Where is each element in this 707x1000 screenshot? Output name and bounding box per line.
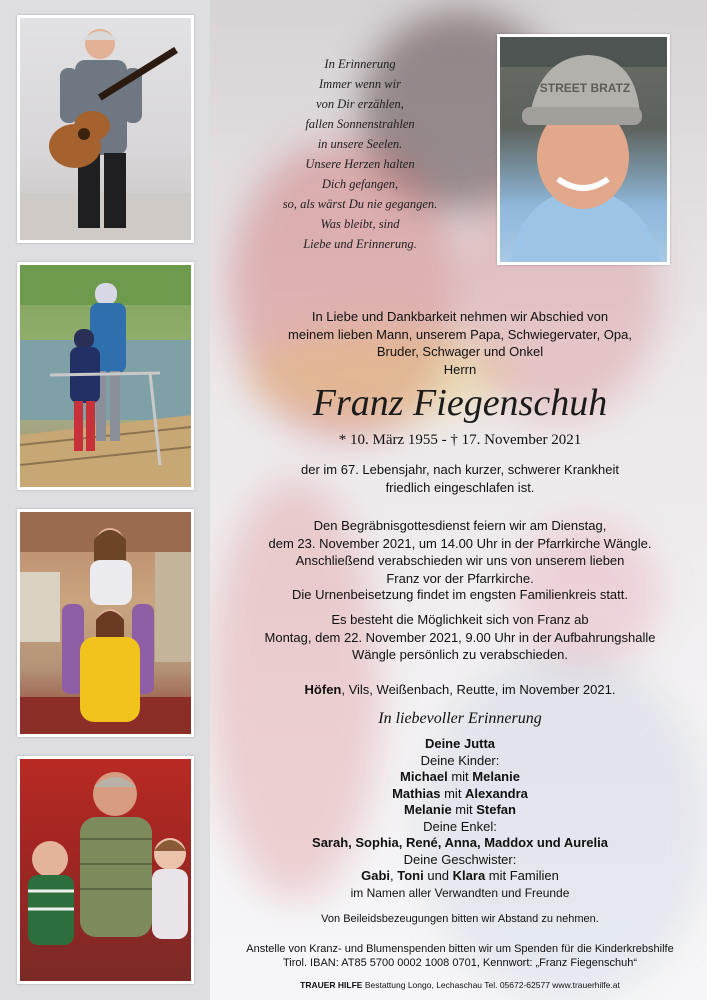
poem-line: In Erinnerung: [324, 57, 396, 71]
poem-line: Liebe und Erinnerung.: [303, 237, 417, 251]
grandchildren-names: Sarah, Sophia, René, Anna, Maddox und Aurelia: [312, 835, 608, 850]
photo-man-with-guitar: [17, 15, 194, 243]
funeral-service-info: [225, 517, 695, 587]
viewing-line: Wängle persönlich zu verabschieden.: [351, 647, 569, 662]
deceased-name: Franz Fiegenschuh: [312, 382, 608, 424]
memory-heading: In liebevoller Erinnerung: [378, 710, 542, 727]
intro-line: Bruder, Schwager und Onkel: [376, 344, 544, 359]
intro-line: In Liebe und Dankbarkeit nehmen wir Abschied von: [311, 309, 609, 324]
intro-line: Herrn: [443, 361, 477, 377]
children-label: Deine Kinder:: [420, 752, 500, 768]
wife-name: Deine Jutta: [424, 736, 496, 751]
funeral-line: Franz vor der Pfarrkirche.: [386, 570, 534, 586]
farewell-intro: [225, 308, 695, 378]
intro-line: meinem lieben Mann, unserem Papa, Schwiegervater, Opa,: [288, 326, 632, 342]
photo-grandpa-with-kids: [17, 756, 194, 984]
memorial-poem: [240, 54, 480, 254]
viewing-line: Montag, dem 22. November 2021, 9.00 Uhr in der Aufbahrungshalle: [264, 629, 656, 645]
place-and-date: [225, 681, 695, 699]
funeral-line: dem 23. November 2021, um 14.00 Uhr in der Pfarrkirche Wängle.: [268, 535, 652, 551]
siblings-label: Deine Geschwister:: [403, 851, 517, 867]
child-entry: Mathias mit Alexandra: [392, 785, 528, 801]
child-entry: Michael mit Melanie: [400, 769, 520, 784]
place-highlight: Höfen: [304, 682, 342, 697]
photo-children-on-pier: [17, 262, 194, 490]
funeral-line: Anschließend verabschieden wir uns von unserem lieben: [295, 553, 625, 568]
child-entry: Melanie mit Stefan: [404, 802, 516, 817]
condolence-note: [225, 912, 695, 926]
poem-line: fallen Sonnenstrahlen: [305, 117, 415, 131]
poem-line: Was bleibt, sind: [320, 217, 400, 231]
brand-name: TRAUER HILFE: [300, 980, 363, 990]
relatives-line: im Namen aller Verwandten und Freunde: [350, 885, 570, 900]
donation-line: Tirol. IBAN: AT85 5700 0002 1008 0701, Kennwort: „Franz Fiegenschuh“: [282, 957, 638, 969]
viewing-line: Es besteht die Möglichkeit sich von Franz ab: [331, 612, 589, 627]
poem-line: Dich gefangen,: [321, 177, 399, 191]
passing-line: der im 67. Lebensjahr, nach kurzer, schwerer Krankheit: [301, 462, 619, 477]
viewing-info: [225, 611, 695, 664]
passing-note: [225, 461, 695, 496]
footer-text: Bestattung Longo, Lechaschau Tel. 05672-62577 www.trauerhilfe.at: [362, 980, 620, 990]
photo-portrait-with-cap: [497, 34, 670, 265]
poem-line: Immer wenn wir: [319, 77, 401, 91]
poem-line: in unsere Seelen.: [317, 137, 403, 151]
siblings-names: Gabi, Toni und Klara mit Familien: [361, 868, 559, 883]
poem-line: von Dir erzählen,: [316, 97, 404, 111]
place-rest: , Vils, Weißenbach, Reutte, im November 2021.: [341, 682, 616, 697]
passing-line: friedlich eingeschlafen ist.: [385, 479, 535, 495]
urn-line: Die Urnenbeisetzung findet im engsten Familienkreis statt.: [292, 587, 628, 602]
donation-note: [225, 942, 695, 970]
donation-line: Anstelle von Kranz- und Blumenspenden bitten wir um Spenden für die Kinderkrebshilfe: [246, 943, 674, 955]
life-dates: * 10. März 1955 - † 17. November 2021: [338, 432, 582, 448]
cap-logo-text: STREET BRATZ: [539, 81, 631, 95]
urn-burial-info: [225, 586, 695, 604]
poem-line: so, als wärst Du nie gegangen.: [282, 197, 438, 211]
family-list: [225, 736, 695, 901]
funeral-home-footer: [225, 980, 695, 991]
poem-line: Unsere Herzen halten: [305, 157, 415, 171]
funeral-line: Den Begräbnisgottesdienst feiern wir am Dienstag,: [313, 518, 607, 533]
photo-girls-at-home: [17, 509, 194, 737]
condolence-line: Von Beileidsbezeugungen bitten wir Abstand zu nehmen.: [321, 913, 599, 925]
grandchildren-label: Deine Enkel:: [423, 818, 497, 834]
